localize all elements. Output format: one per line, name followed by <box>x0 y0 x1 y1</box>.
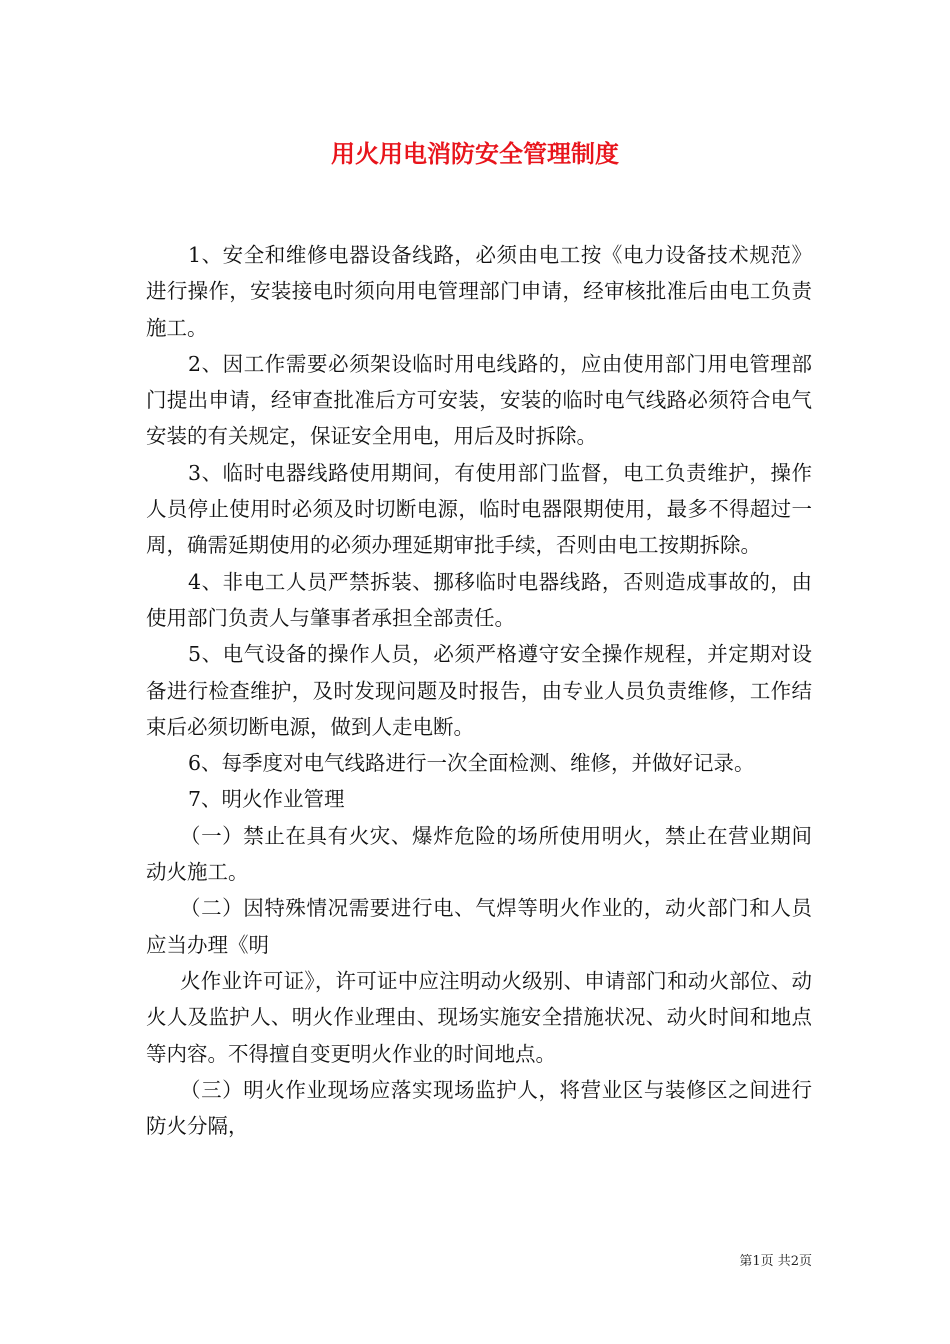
paragraph-3: 3、临时电器线路使用期间，有使用部门监督，电工负责维护，操作人员停止使用时必须及时切断电源，临时电器限期使用，最多不得超过一周，确需延期使用的必须办理延期审批手续，否则由电工按期拆除。 <box>146 460 812 558</box>
paragraph-7-3: （三）明火作业现场应落实现场监护人，将营业区与装修区之间进行防火分隔， <box>146 1077 812 1139</box>
paragraph-7: 7、明火作业管理 <box>188 787 345 812</box>
page-number-footer: 第1页 共2页 <box>739 1254 812 1269</box>
document-body <box>146 237 812 1144</box>
paragraph-1: 1、安全和维修电器设备线路，必须由电工按《电力设备技术规范》进行操作，安装接电时须向用电管理部门申请，经审核批准后由电工负责施工。 <box>146 243 812 340</box>
paragraph-6: 6、每季度对电气线路进行一次全面检测、维修，并做好记录。 <box>188 751 755 776</box>
paragraph-2: 2、因工作需要必须架设临时用电线路的，应由使用部门用电管理部门提出申请，经审查批准后方可安装，安装的临时电气线路必须符合电气安装的有关规定，保证安全用电，用后及时拆除。 <box>146 351 812 449</box>
paragraph-7-2-cont: 火作业许可证》，许可证中应注明动火级别、申请部门和动火部位、动火人及监护人、明火作业理由、现场实施安全措施状况、动火时间和地点等内容。不得擅自变更明火作业的时间地点。 <box>146 968 812 1066</box>
paragraph-7-1: （一）禁止在具有火灾、爆炸危险的场所使用明火，禁止在营业期间动火施工。 <box>146 823 812 885</box>
paragraph-4: 4、非电工人员严禁拆装、挪移临时电器线路，否则造成事故的，由使用部门负责人与肇事者承担全部责任。 <box>146 569 812 630</box>
paragraph-5: 5、电气设备的操作人员，必须严格遵守安全操作规程，并定期对设备进行检查维护，及时发现问题及时报告，由专业人员负责维修，工作结束后必须切断电源，做到人走电断。 <box>146 642 812 739</box>
paragraph-7-2: （二）因特殊情况需要进行电、气焊等明火作业的，动火部门和人员应当办理《明 <box>146 896 812 957</box>
document-title: 用火用电消防安全管理制度 <box>331 140 619 168</box>
